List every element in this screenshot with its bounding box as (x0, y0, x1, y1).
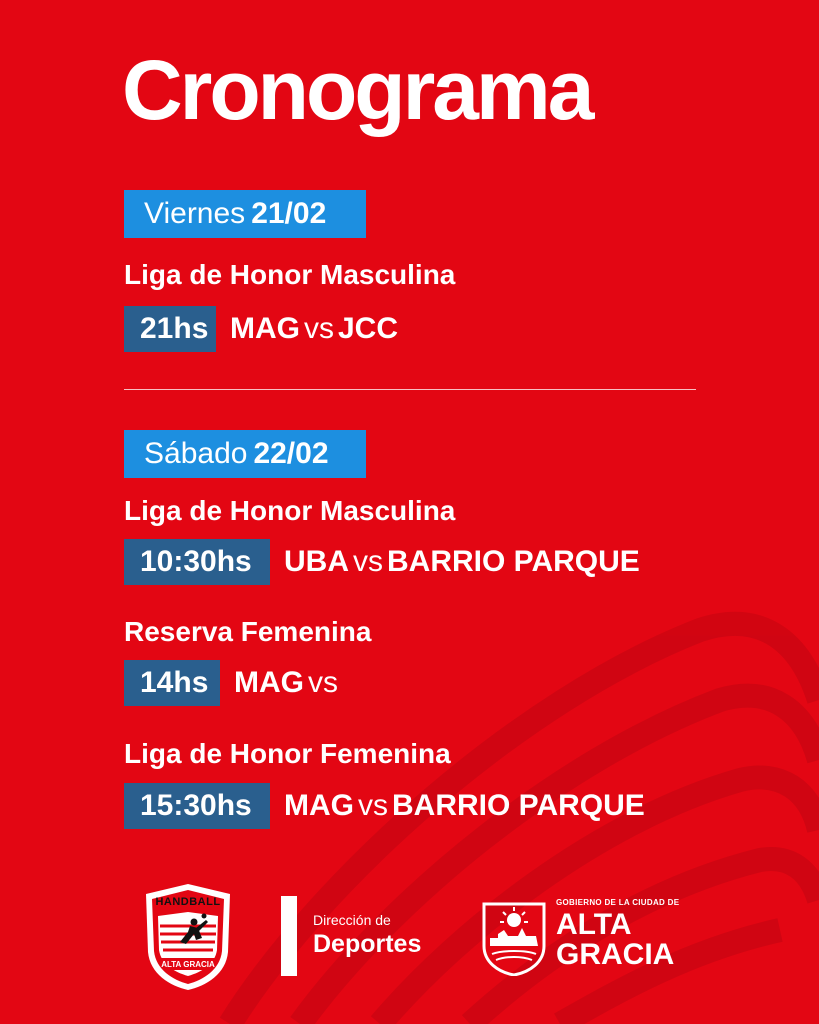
time-badge: 21hs (124, 306, 216, 352)
day-badge-viernes (124, 190, 366, 238)
alta-label: ALTA (556, 908, 632, 941)
league-title: Liga de Honor Masculina (124, 495, 456, 526)
match-row (124, 306, 398, 352)
league-title: Reserva Femenina (124, 616, 372, 647)
day-name: Viernes (144, 197, 246, 230)
match-teams (234, 666, 342, 700)
alta-gracia-crest-icon (478, 896, 550, 976)
league-title: Liga de Honor Femenina (124, 738, 451, 769)
match-row (124, 783, 645, 829)
match-row (124, 660, 342, 706)
vs-label: vs (304, 312, 334, 345)
page-title: Cronograma (122, 43, 592, 137)
day-date: 22/02 (253, 437, 329, 470)
handball-logo-text: HANDBALL (155, 896, 221, 908)
vs-label: vs (308, 666, 338, 699)
section-divider (124, 389, 696, 390)
day-badge-sabado (124, 430, 366, 478)
match-teams (284, 545, 640, 579)
match-teams (230, 312, 398, 346)
time-badge: 10:30hs (124, 539, 270, 585)
gracia-label: GRACIA (556, 938, 675, 971)
match-row (124, 539, 640, 585)
league-title: Liga de Honor Masculina (124, 259, 456, 290)
handball-club-logo (142, 882, 234, 992)
time-badge: 15:30hs (124, 783, 270, 829)
vs-label: vs (353, 545, 383, 578)
match-teams (284, 789, 645, 823)
vs-label: vs (358, 789, 388, 822)
footer-logos (0, 880, 819, 1000)
home-team: UBA (284, 545, 349, 578)
direccion-label: Dirección de (313, 912, 391, 928)
handball-logo-subtext: ALTA GRACIA (161, 960, 215, 969)
away-team: BARRIO PARQUE (392, 789, 645, 822)
home-team: MAG (230, 312, 300, 345)
away-team: BARRIO PARQUE (387, 545, 640, 578)
home-team: MAG (284, 789, 354, 822)
time-badge: 14hs (124, 660, 220, 706)
home-team: MAG (234, 666, 304, 699)
deportes-label: Deportes (313, 930, 422, 958)
away-team: JCC (338, 312, 399, 345)
deportes-bar-icon (281, 896, 297, 976)
gobierno-label: GOBIERNO DE LA CIUDAD DE (556, 898, 680, 907)
day-date: 21/02 (251, 197, 327, 230)
day-name: Sábado (144, 437, 248, 470)
